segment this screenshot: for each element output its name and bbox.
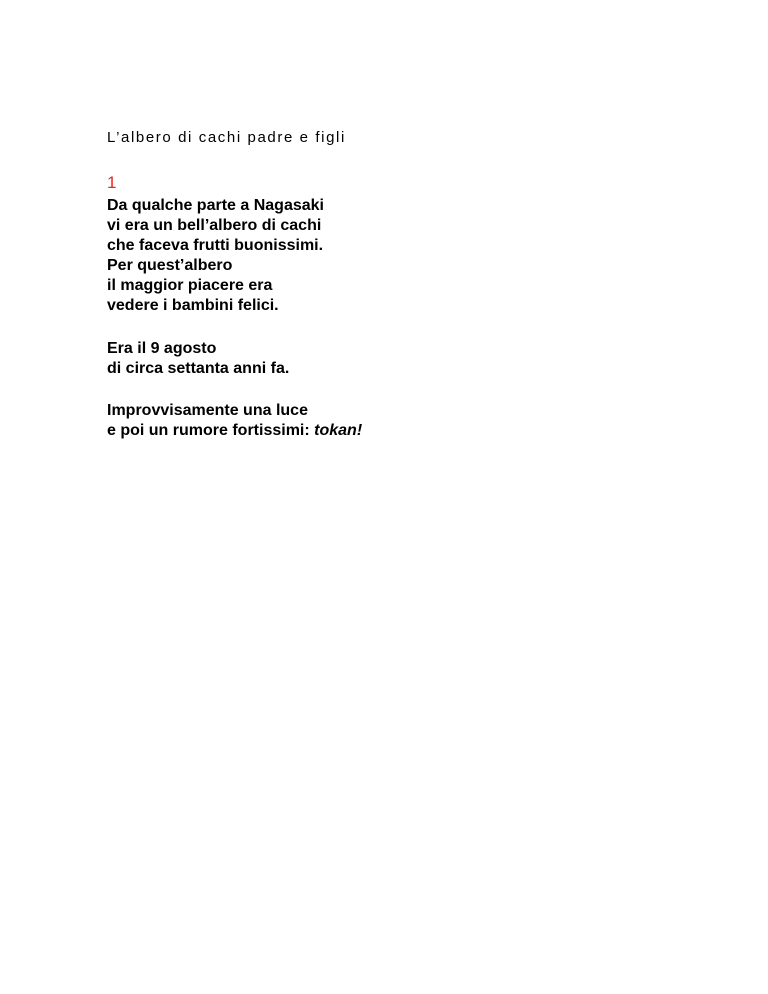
document-title: L’albero di cachi padre e figli — [107, 129, 346, 146]
stanza-line: Per quest’albero — [107, 257, 233, 274]
stanza-line: che faceva frutti buonissimi. — [107, 237, 324, 254]
stanza-line: vi era un bell’albero di cachi — [107, 217, 322, 234]
stanza-line: vedere i bambini felici. — [107, 297, 279, 314]
stanza-line-with-emphasis — [107, 421, 362, 441]
stanza-3 — [107, 401, 362, 441]
stanza-line: Era il 9 agosto — [107, 340, 217, 357]
stanza-line: il maggior piacere era — [107, 277, 273, 294]
stanza-line: di circa settanta anni fa. — [107, 360, 290, 377]
onomatopoeia-emphasis: tokan! — [314, 422, 363, 439]
stanza-line: Improvvisamente una luce — [107, 402, 308, 419]
section-number: 1 — [107, 173, 117, 192]
stanza-2 — [107, 339, 289, 379]
stanza-line: Da qualche parte a Nagasaki — [107, 197, 324, 214]
stanza-1 — [107, 196, 324, 316]
stanza-line-text: e poi un rumore fortissimi: — [107, 422, 315, 439]
